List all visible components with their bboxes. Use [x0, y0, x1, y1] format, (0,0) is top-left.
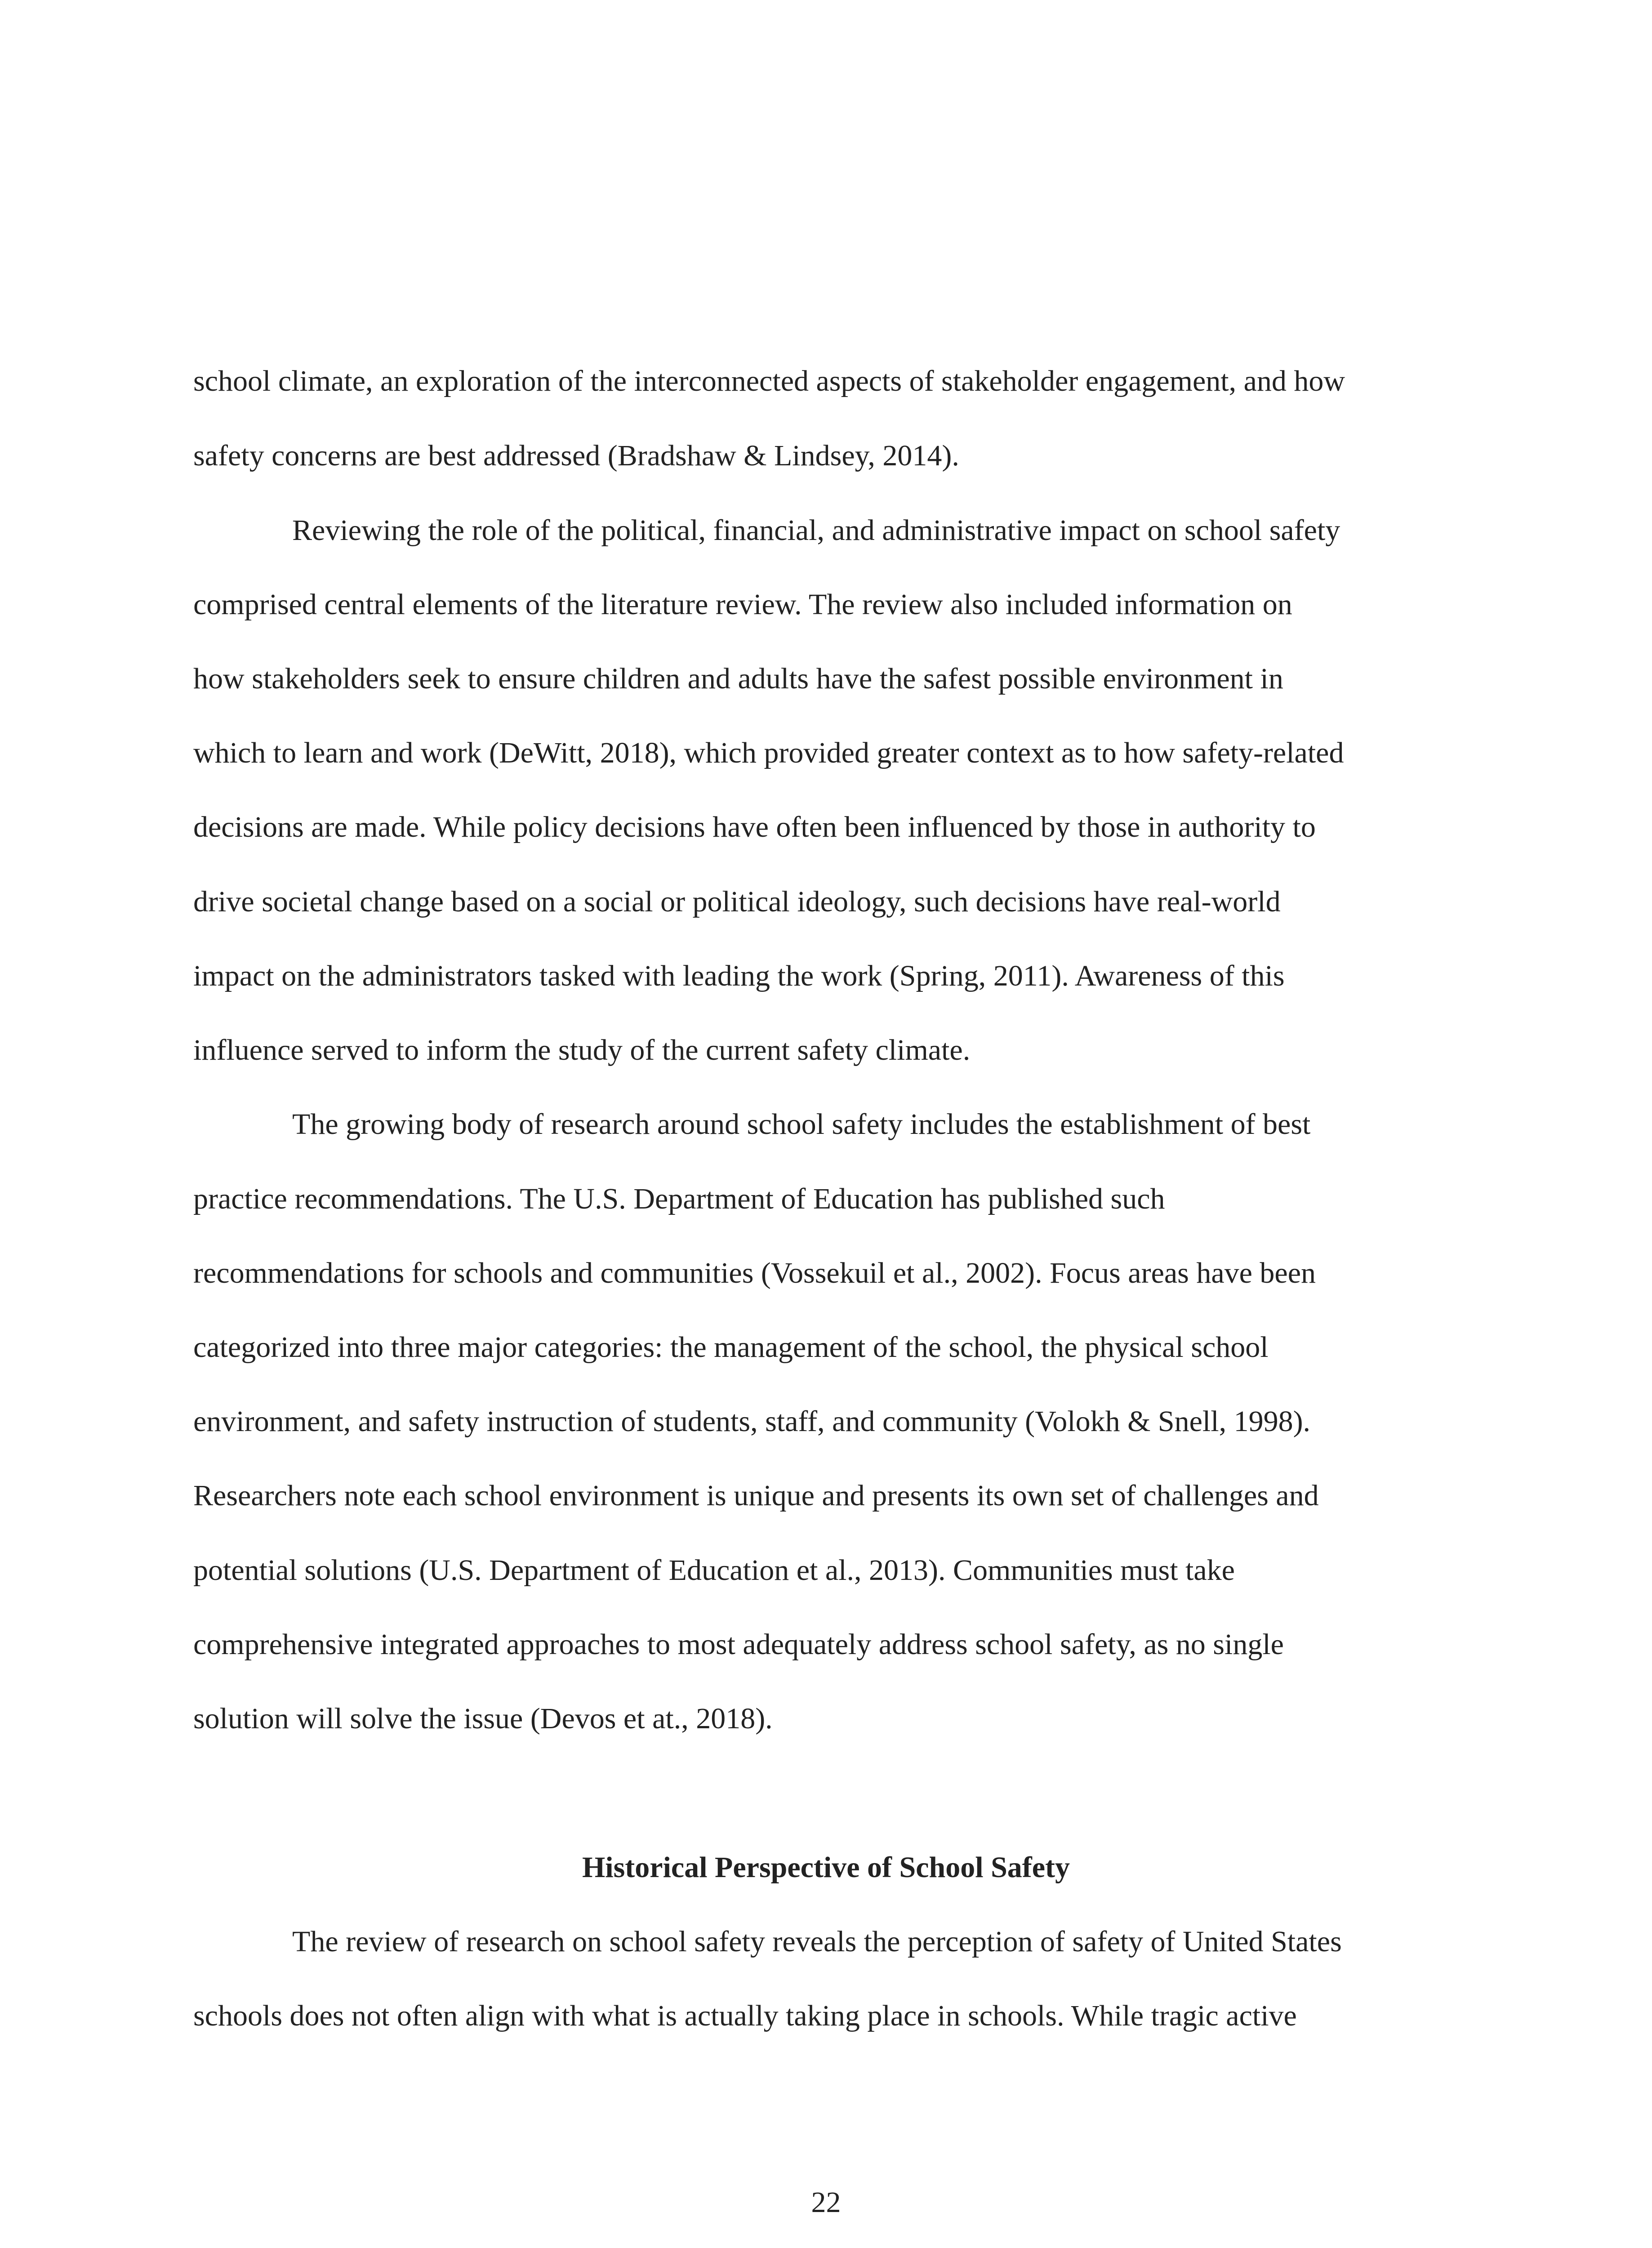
page-number: 22 — [811, 2186, 841, 2219]
text-line: decisions are made. While policy decisions have often been influenced by those in authority to — [193, 811, 1316, 843]
text-line: Researchers note each school environment is unique and presents its own set of challenges and — [193, 1479, 1319, 1512]
paragraph-start-line: The growing body of research around school safety includes the establishment of best — [292, 1108, 1311, 1141]
section-heading: Historical Perspective of School Safety — [582, 1851, 1070, 1884]
paragraph-start-line: Reviewing the role of the political, financial, and administrative impact on school safety — [292, 514, 1340, 547]
text-line: which to learn and work (DeWitt, 2018), which provided greater context as to how safety-related — [193, 736, 1344, 769]
text-line: categorized into three major categories: the management of the school, the physical school — [193, 1331, 1269, 1364]
text-line: recommendations for schools and communities (Vossekuil et al., 2002). Focus areas have been — [193, 1257, 1316, 1289]
text-line: influence served to inform the study of the current safety climate. — [193, 1034, 971, 1066]
text-line: comprised central elements of the literature review. The review also included information on — [193, 588, 1292, 621]
text-line: potential solutions (U.S. Department of Education et al., 2013). Communities must take — [193, 1554, 1235, 1587]
text-line: comprehensive integrated approaches to most adequately address school safety, as no single — [193, 1628, 1284, 1661]
text-line: environment, and safety instruction of students, staff, and community (Volokh & Snell, 1998). — [193, 1405, 1311, 1438]
text-line: solution will solve the issue (Devos et at., 2018). — [193, 1702, 773, 1735]
text-line: schools does not often align with what is actually taking place in schools. While tragic active — [193, 1999, 1297, 2032]
text-line: practice recommendations. The U.S. Department of Education has published such — [193, 1182, 1165, 1215]
text-line: impact on the administrators tasked with leading the work (Spring, 2011). Awareness of this — [193, 959, 1285, 992]
text-line: how stakeholders seek to ensure children and adults have the safest possible environment in — [193, 662, 1283, 695]
text-line: safety concerns are best addressed (Bradshaw & Lindsey, 2014). — [193, 439, 959, 472]
text-line: school climate, an exploration of the interconnected aspects of stakeholder engagement, and how — [193, 365, 1345, 397]
paragraph-start-line: The review of research on school safety reveals the perception of safety of United States — [292, 1925, 1342, 1958]
text-line: drive societal change based on a social or political ideology, such decisions have real-world — [193, 885, 1281, 918]
